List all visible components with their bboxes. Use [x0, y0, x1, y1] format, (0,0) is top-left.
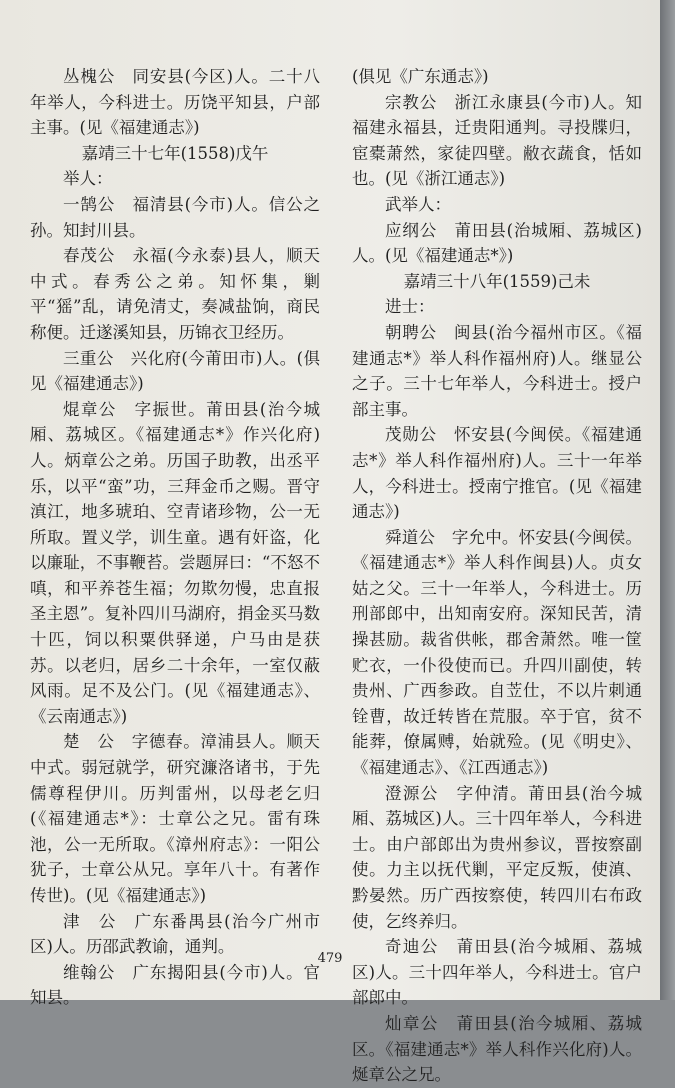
year-heading: 嘉靖三十七年(1558)戊午: [81, 143, 269, 163]
biography-entry: 丛槐公 同安县(今区)人。二十八年举人，今科进士。历饶平知县，户部主事。(见《福建通志》): [30, 67, 320, 138]
left-column: [30, 64, 320, 1008]
category-label: 进士：: [385, 297, 435, 317]
page-number: 479: [317, 951, 343, 966]
biography-entry: 舜道公 字允中。怀安县(今闽侯。《福建通志*》举人科作闽县)人。贞女姑之父。三十一年举人，今科进士。历刑部郎中，出知南安府。深知民苦，清操甚励。裁省供帐，郡舍萧然。唯一筐贮衣，一仆役使而已。升四川副使，转贵州、广西参政。自苙仕，不以片刺通铨曹，故迁转皆在荒服。卒于官，贫不能葬，僚属赙，始就殓。(见《明史》、《福建通志》、《江西通志》): [352, 527, 642, 778]
biography-entry: 应纲公 莆田县(治城厢、荔城区)人。(见《福建通志*》): [352, 220, 642, 266]
biography-entry: 楚 公 字德春。漳浦县人。顺天中式。弱冠就学，研究濂洛诸书，于先儒尊程伊川。历判雷州，以母老乞归(《福建通志*》：士章公之兄。雷有珠池，公一无所取。《漳州府志》：一阳公犹子，士章公从兄。享年八十。有著作传世)。(见《福建通志》): [30, 732, 320, 905]
biography-entry: 焜章公 字振世。莆田县(治今城厢、荔城区。《福建通志*》作兴化府)人。炳章公之弟。历国子助教，出丞平乐，以平“蛮”功，三拜金币之赐。晋守滇江，地多琥珀、空青诸珍物，公一无所取。置义学，训生童。遇有奸盗，化以廉耻，不事鞭苔。尝题屏曰：“不怒不嗔，和平养苍生福；勿欺勿慢，忠直报圣主恩”。复补四川马湖府，捐金买马数十匹，饲以积粟供驿递，户马由是获苏。以老归，居乡二十余年，一室仅蔽风雨。足不及公门。(见《福建通志》、《云南通志》): [30, 399, 320, 726]
continued-text: (俱见《广东通志》): [352, 67, 489, 86]
biography-entry: 三重公 兴化府(今莆田市)人。(俱见《福建通志》): [30, 348, 320, 394]
biography-entry: 澄源公 字仲清。莆田县(治今城厢、荔城区)人。三十四年举人，今科进士。由户部郎出为贵州参议，晋按察副使。力主以抚代剿，平定反叛，使滇、黔晏然。历广西按察使，转四川右布政使，乞终养归。: [352, 783, 642, 931]
biography-entry: 维翰公 广东揭阳县(今市)人。官知县。: [30, 962, 320, 1008]
biography-entry: 一鹄公 福清县(今市)人。信公之孙。知封川县。: [30, 194, 320, 240]
biography-entry: 奇迪公 莆田县(治今城厢、荔城区)人。三十四年举人，今科进士。官户部郎中。: [352, 937, 642, 1008]
biography-entry: 朝聘公 闽县(治今福州市区。《福建通志*》举人科作福州府)人。继显公之子。三十七年举人，今科进士。授户部主事。: [352, 322, 642, 419]
biography-entry: 茂勋公 怀安县(今闽侯。《福建通志*》举人科作福州府)人。三十一年举人，今科进士。授南宁推官。(见《福建通志》): [352, 425, 642, 522]
biography-entry: 春茂公 永福(今永泰)县人，顺天中式。春秀公之弟。知怀集，剿平“猺”乱，请免清丈，奏减盐饷，商民称便。迁遂溪知县，历锦衣卫经历。: [30, 246, 320, 342]
biography-entry: 宗教公 浙江永康县(今市)人。知福建永福县，迁贵阳通判。寻投牒归，宦橐萧然，家徒四壁。敝衣蔬食，恬如也。(见《浙江通志》): [352, 92, 642, 189]
biography-entry: 津 公 广东番禺县(治今广州市区)人。历邵武教谕，通判。: [30, 911, 320, 957]
category-label: 武举人：: [385, 194, 451, 214]
biography-entry: 灿章公 莆田县(治今城厢、荔城区。《福建通志*》举人科作兴化府)人。烻章公之兄。: [352, 1013, 642, 1085]
right-column: [352, 64, 642, 1085]
category-label: 举人：: [63, 169, 113, 189]
book-gutter: [660, 0, 675, 1000]
year-heading: 嘉靖三十八年(1559)己未: [403, 271, 591, 291]
